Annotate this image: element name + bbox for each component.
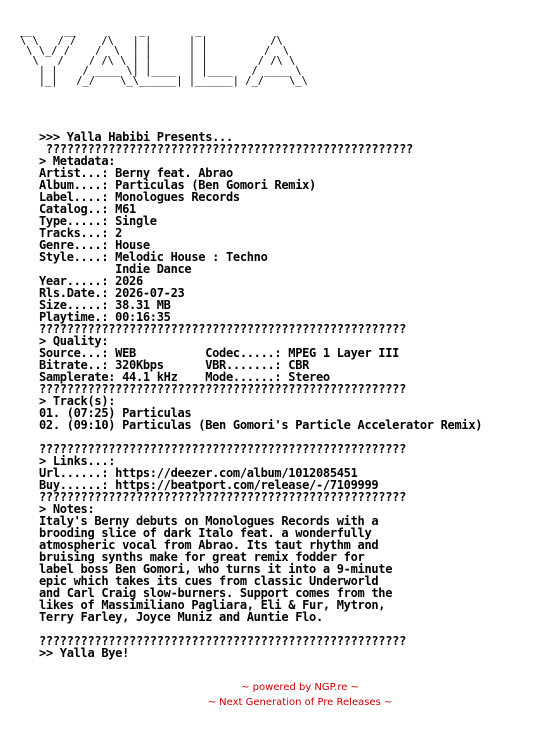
nfo-line: Year.....: 2026 xyxy=(39,274,143,288)
nfo-line: 02. (09:10) Particulas (Ben Gomori's Particle Accelerator Remix) xyxy=(39,418,483,432)
nfo-line: ????????????????????????????????????????????????????? xyxy=(39,442,407,456)
yalla-ascii-logo xyxy=(20,26,308,86)
nfo-line: ????????????????????????????????????????????????????? xyxy=(39,490,407,504)
nfo-text xyxy=(39,131,482,659)
logo-line: |_| /_/ \_\______| |______| /_/ \_\ xyxy=(20,75,308,87)
nfo-line: > Links...: xyxy=(39,454,116,468)
nfo-line: Size.....: 38.31 MB xyxy=(39,298,171,312)
nfo-line: atmospheric vocal from Abrao. Its taut rhythm and xyxy=(39,538,379,552)
nfo-line: > Notes: xyxy=(39,502,95,516)
nfo-line: Artist...: Berny feat. Abrao xyxy=(39,166,233,180)
nfo-line: Italy's Berny debuts on Monologues Records with a xyxy=(39,514,379,528)
nfo-line: and Carl Craig slow-burners. Support comes from the xyxy=(39,586,393,600)
nfo-line: ????????????????????????????????????????????????????? xyxy=(39,382,407,396)
nfo-line: ????????????????????????????????????????????????????? xyxy=(39,322,407,336)
nfo-line: Genre....: House xyxy=(39,238,150,252)
nfo-line: Type.....: Single xyxy=(39,214,157,228)
logo-line: __ __ _ _ xyxy=(20,25,202,37)
nfo-line: > Metadata: xyxy=(39,154,116,168)
nfo-line: bruising synths make for great remix fodder for xyxy=(39,550,365,564)
nfo-line: likes of Massimiliano Pagliara, Eli & Fur, Mytron, xyxy=(39,598,386,612)
nfo-line: Bitrate..: 320Kbps VBR.......: CBR xyxy=(39,358,310,372)
nfo-line: Buy......: https://beatport.com/release/-/7109999 xyxy=(39,478,379,492)
nfo-line: >> Yalla Bye! xyxy=(39,646,130,660)
nfo-line: > Track(s): xyxy=(39,394,116,408)
nfo-line: Terry Farley, Joyce Muniz and Auntie Flo. xyxy=(39,610,323,624)
nfo-line: Catalog..: M61 xyxy=(39,202,136,216)
footer xyxy=(0,680,560,710)
nfo-line: Tracks...: 2 xyxy=(39,226,123,240)
nfo-line: Album....: Particulas (Ben Gomori Remix) xyxy=(39,178,316,192)
nfo-line: label boss Ben Gomori, who turns it into a 9-minute xyxy=(39,562,393,576)
logo-line: \ \ / / /\ | | | | /\ xyxy=(20,35,283,47)
nfo-line: Label....: Monologues Records xyxy=(39,190,240,204)
nfo-line: ????????????????????????????????????????????????????? xyxy=(39,142,413,156)
nfo-line: brooding slice of dark Italo feat. a wonderfully xyxy=(39,526,372,540)
nfo-line: Url......: https://deezer.com/album/1012085451 xyxy=(39,466,358,480)
tagline-text: ~ Next Generation of Pre Releases ~ xyxy=(207,697,393,708)
nfo-line: >>> Yalla Habibi Presents... xyxy=(39,130,233,144)
nfo-line: Playtime.: 00:16:35 xyxy=(39,310,171,324)
nfo-line: > Quality: xyxy=(39,334,109,348)
logo-line: \ / / /\ \ | | | | / /\ \ xyxy=(20,55,296,67)
logo-line: | | / ____ \| |____ | |____ / ____ \ xyxy=(20,65,302,77)
nfo-line: epic which takes its cues from classic Underworld xyxy=(39,574,379,588)
nfo-line: Samplerate: 44.1 kHz Mode......: Stereo xyxy=(39,370,330,384)
logo-line: \ \_/ / / \ | | | | / \ xyxy=(20,45,289,57)
nfo-line: Rls.Date.: 2026-07-23 xyxy=(39,286,185,300)
nfo-line: Source...: WEB Codec.....: MPEG 1 Layer III xyxy=(39,346,400,360)
nfo-line: 01. (07:25) Particulas xyxy=(39,406,192,420)
nfo-line: ????????????????????????????????????????????????????? xyxy=(39,634,407,648)
nfo-line: Style....: Melodic House : Techno xyxy=(39,250,268,264)
powered-by-text: ~ powered by NGP.re ~ xyxy=(241,682,359,693)
nfo-line: Indie Dance xyxy=(39,262,192,276)
